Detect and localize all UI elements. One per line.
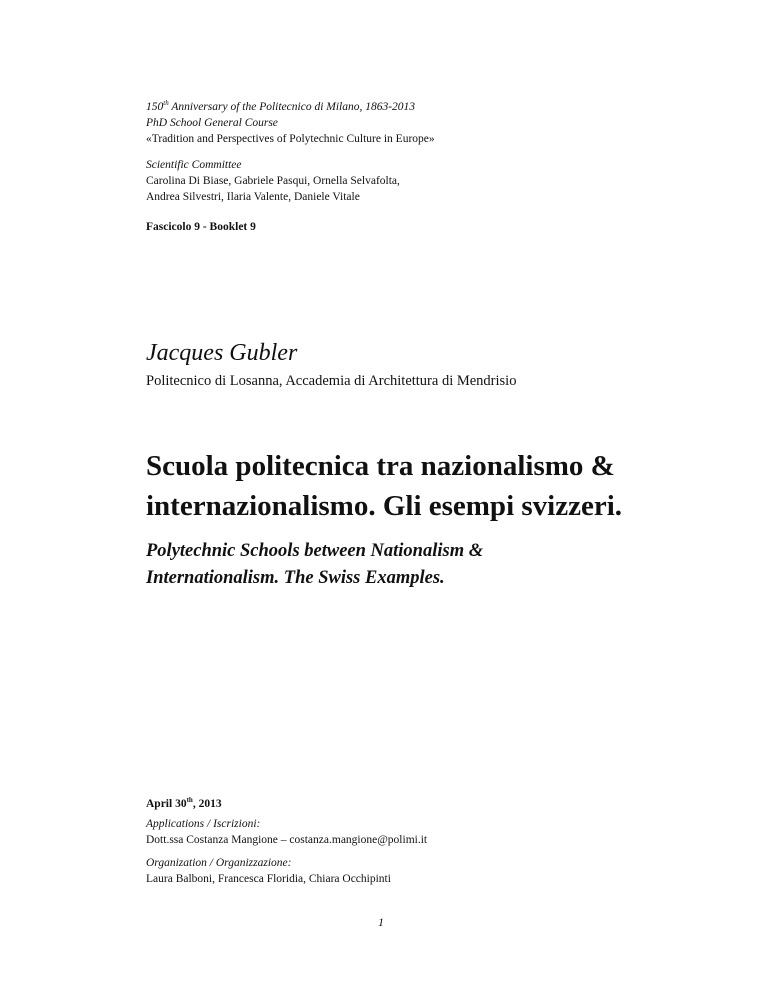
anniversary-number: 150	[146, 101, 164, 113]
author-name: Jacques Gubler	[146, 340, 298, 366]
italian-title-line2: internazionalismo. Gli esempi svizzeri.	[146, 490, 623, 522]
scientific-committee	[146, 157, 706, 205]
english-title-line2: Internationalism. The Swiss Examples.	[146, 568, 445, 588]
booklet-number: Fascicolo 9 - Booklet 9	[146, 221, 256, 233]
anniversary-line	[146, 99, 706, 115]
applications-label: Applications / Iscrizioni:	[146, 818, 261, 830]
committee-label: Scientific Committee	[146, 159, 242, 171]
applications-contact: Dott.ssa Costanza Mangione – costanza.mangione@polimi.it	[146, 834, 428, 846]
italian-title	[146, 446, 706, 526]
committee-members-line1: Carolina Di Biase, Gabriele Pasqui, Ornella Selvafolta,	[146, 175, 400, 187]
organization-block	[146, 855, 706, 887]
committee-members-line2: Andrea Silvestri, Ilaria Valente, Daniele Vitale	[146, 191, 360, 203]
page-number: 1	[378, 915, 384, 929]
date-sup: th	[186, 796, 193, 805]
lecture-date	[146, 796, 706, 812]
course-header	[146, 99, 706, 147]
author-affiliation: Politecnico di Losanna, Accademia di Architettura di Mendrisio	[146, 373, 517, 389]
italian-title-line1: Scuola politecnica tra nazionalismo &	[146, 450, 615, 482]
date-year: , 2013	[192, 798, 222, 810]
anniversary-sup: th	[163, 99, 169, 108]
organization-label: Organization / Organizzazione:	[146, 857, 292, 869]
date-day: April 30	[146, 798, 187, 810]
organization-names: Laura Balboni, Francesca Floridia, Chiara Occhipinti	[146, 873, 391, 885]
title-block	[146, 446, 706, 592]
author-block	[146, 338, 706, 391]
english-title-line1: Polytechnic Schools between Nationalism &	[146, 541, 484, 561]
english-title	[146, 538, 706, 592]
course-title: «Tradition and Perspectives of Polytechnic Culture in Europe»	[146, 133, 435, 145]
anniversary-text: Anniversary of the Politecnico di Milano, 1863-2013	[168, 101, 416, 113]
course-name: PhD School General Course	[146, 117, 278, 129]
applications-block	[146, 816, 706, 848]
